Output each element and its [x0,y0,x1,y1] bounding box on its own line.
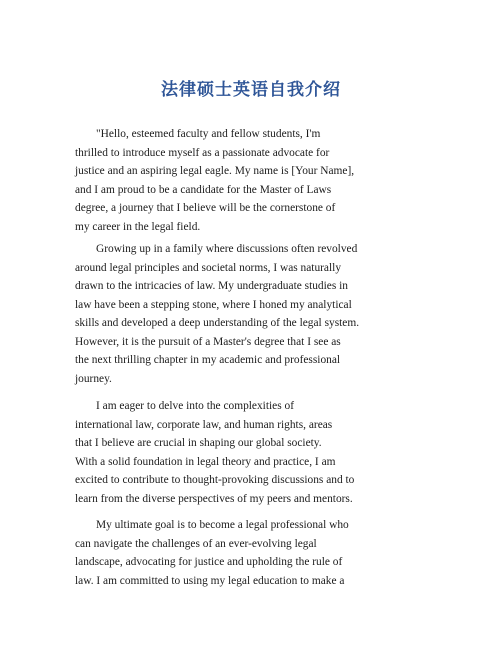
paragraph-4 [75,516,435,590]
text-line: "Hello, esteemed faculty and fellow students, I'm [96,128,321,140]
text-line: journey. [75,372,112,385]
text-line: law have been a stepping stone, where I honed my analytical [75,298,352,311]
text-line: degree, a journey that I believe will be the cornerstone of [75,202,336,214]
text-line: landscape, advocating for justice and upholding the rule of [75,556,343,568]
text-line: law. I am committed to using my legal education to make a [75,574,345,587]
text-line: My ultimate goal is to become a legal professional who [96,519,349,531]
text-line: excited to contribute to thought-provoking discussions and to [75,474,355,486]
text-line: and I am proud to be a candidate for the Master of Laws [75,183,332,196]
text-line: can navigate the challenges of an ever-evolving legal [75,537,317,550]
text-line: thrilled to introduce myself as a passionate advocate for [75,146,330,159]
text-line: With a solid foundation in legal theory and practice, I am [75,455,336,468]
paragraph-1 [75,125,435,236]
text-line: learn from the diverse perspectives of my peers and mentors. [75,492,353,505]
text-line: Growing up in a family where discussions often revolved [96,243,358,255]
text-line: my career in the legal field. [75,220,201,233]
text-line: I am eager to delve into the complexities of [96,400,295,412]
text-line: that I believe are crucial in shaping our global society. [75,437,322,449]
paragraph-2 [75,240,435,388]
paragraph-3 [75,397,435,508]
document-title: 法律硕士英语自我介绍 [161,80,341,100]
text-line: However, it is the pursuit of a Master's degree that I see as [75,335,341,348]
text-line: drawn to the intricacies of law. My undergraduate studies in [75,280,348,292]
text-line: around legal principles and societal norms, I was naturally [75,261,342,274]
text-line: justice and an aspiring legal eagle. My name is [Your Name], [75,165,355,177]
text-line: international law, corporate law, and human rights, areas [75,418,333,431]
text-line: the next thrilling chapter in my academic and professional [75,354,341,366]
text-line: skills and developed a deep understanding of the legal system. [75,317,360,329]
